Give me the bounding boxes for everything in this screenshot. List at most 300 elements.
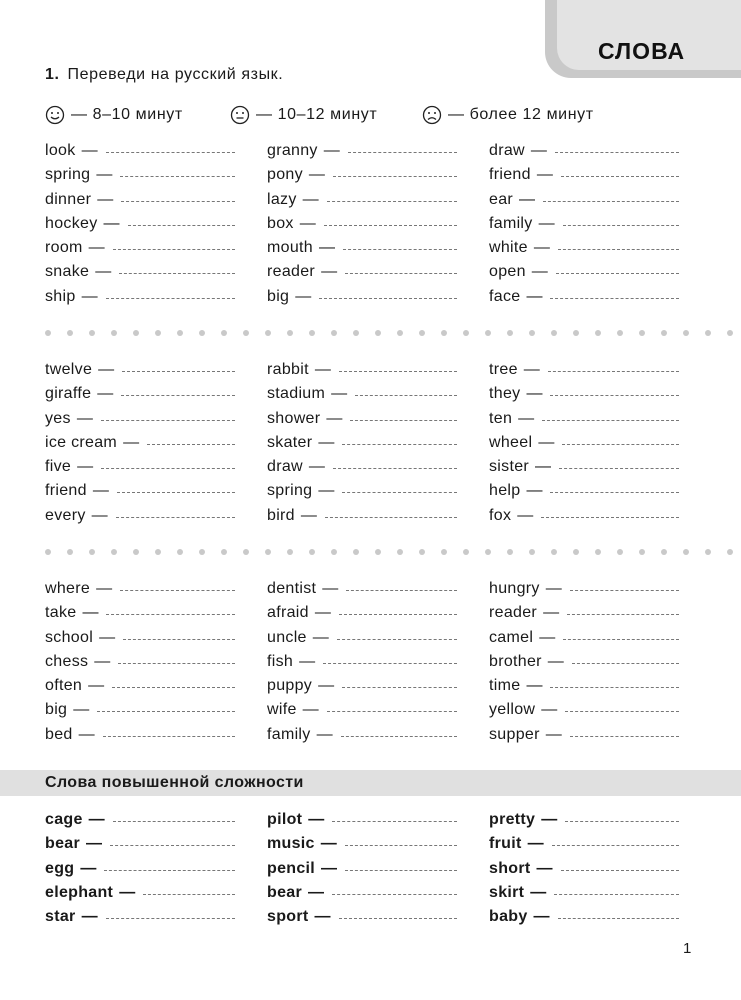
- divider-dot: [155, 549, 161, 555]
- divider-dot: [45, 549, 51, 555]
- divider-dot: [265, 549, 271, 555]
- em-dash: —: [530, 883, 547, 901]
- divider-dot: [243, 549, 249, 555]
- word-entry: [45, 628, 267, 652]
- em-dash: —: [91, 506, 108, 524]
- english-word: take: [45, 604, 77, 622]
- em-dash: —: [538, 214, 555, 232]
- divider-dot: [639, 549, 645, 555]
- dotted-divider: [45, 548, 741, 556]
- em-dash: —: [76, 409, 93, 427]
- english-word: giraffe: [45, 385, 92, 403]
- em-dash: —: [308, 458, 325, 476]
- answer-line[interactable]: [562, 433, 679, 445]
- answer-line[interactable]: [348, 141, 457, 153]
- answer-line[interactable]: [116, 506, 235, 518]
- em-dash: —: [316, 725, 333, 743]
- answer-line[interactable]: [554, 883, 679, 895]
- divider-dot: [287, 549, 293, 555]
- word-entry: [489, 834, 711, 858]
- answer-line[interactable]: [113, 238, 235, 250]
- word-entry: [45, 238, 267, 262]
- answer-line[interactable]: [550, 287, 679, 299]
- answer-line[interactable]: [345, 834, 457, 846]
- dotted-divider: [45, 329, 741, 337]
- english-word: cage: [45, 811, 83, 828]
- em-dash: —: [318, 239, 335, 257]
- answer-line[interactable]: [325, 506, 457, 518]
- word-entry: [489, 384, 711, 408]
- word-entry: [45, 287, 267, 311]
- english-word: big: [45, 701, 68, 719]
- word-entry: [45, 262, 267, 286]
- em-dash: —: [541, 701, 558, 719]
- english-word: short: [489, 859, 531, 877]
- answer-line[interactable]: [123, 628, 235, 640]
- english-word: wife: [267, 701, 297, 719]
- english-word: star: [45, 908, 76, 926]
- english-word: look: [45, 142, 76, 159]
- answer-line[interactable]: [118, 652, 235, 664]
- answer-line[interactable]: [339, 360, 457, 372]
- em-dash: —: [321, 263, 338, 281]
- word-entry: [45, 579, 267, 603]
- em-dash: —: [308, 883, 324, 901]
- word-entry: [267, 579, 489, 603]
- answer-line[interactable]: [104, 859, 235, 871]
- word-entry: [45, 165, 267, 189]
- answer-line[interactable]: [563, 628, 679, 640]
- divider-dot: [441, 549, 447, 555]
- answer-line[interactable]: [346, 579, 457, 591]
- divider-dot: [177, 549, 183, 555]
- answer-line[interactable]: [121, 384, 235, 396]
- em-dash: —: [519, 190, 536, 208]
- answer-line[interactable]: [120, 165, 235, 177]
- divider-dot: [639, 330, 645, 336]
- answer-line[interactable]: [561, 859, 679, 871]
- divider-dot: [661, 549, 667, 555]
- em-dash: —: [545, 725, 562, 743]
- word-entry: [45, 810, 267, 834]
- answer-line[interactable]: [350, 409, 457, 421]
- answer-line[interactable]: [121, 190, 235, 202]
- answer-line[interactable]: [341, 725, 457, 737]
- answer-line[interactable]: [339, 603, 457, 615]
- timing-slow-label: — более 12 минут: [448, 106, 594, 123]
- answer-line[interactable]: [120, 579, 235, 591]
- english-word: help: [489, 482, 521, 500]
- word-entry: [489, 810, 711, 834]
- word-entry: [45, 360, 267, 384]
- em-dash: —: [97, 385, 114, 403]
- word-entry: [489, 676, 711, 700]
- answer-line[interactable]: [345, 262, 457, 274]
- em-dash: —: [82, 604, 99, 622]
- answer-line[interactable]: [122, 360, 235, 372]
- english-word: five: [45, 458, 72, 476]
- answer-line[interactable]: [555, 141, 679, 153]
- em-dash: —: [533, 908, 550, 926]
- divider-dot: [199, 549, 205, 555]
- answer-line[interactable]: [558, 907, 679, 919]
- timing-slow: [422, 103, 594, 127]
- word-entry: [267, 506, 489, 530]
- divider-dot: [67, 549, 73, 555]
- answer-line[interactable]: [327, 190, 457, 202]
- divider-dot: [309, 330, 315, 336]
- word-entry: [267, 603, 489, 627]
- divider-dot: [419, 330, 425, 336]
- frown-icon: [422, 105, 442, 125]
- word-entry: [45, 384, 267, 408]
- page-number: 1: [683, 940, 692, 957]
- answer-line[interactable]: [550, 384, 679, 396]
- divider-dot: [89, 330, 95, 336]
- word-entry: [489, 700, 711, 724]
- word-entry: [489, 165, 711, 189]
- answer-line[interactable]: [113, 810, 235, 822]
- english-word: supper: [489, 725, 540, 743]
- divider-dot: [221, 330, 227, 336]
- word-block-1: [45, 141, 711, 311]
- em-dash: —: [92, 482, 109, 500]
- english-word: fruit: [489, 835, 522, 853]
- em-dash: —: [300, 506, 317, 524]
- english-word: dentist: [267, 580, 317, 597]
- divider-dot: [309, 549, 315, 555]
- english-word: friend: [489, 166, 531, 184]
- em-dash: —: [323, 142, 340, 159]
- english-word: wheel: [489, 433, 533, 451]
- english-word: family: [267, 725, 311, 743]
- word-entry: [267, 287, 489, 311]
- word-entry: [267, 859, 489, 883]
- answer-line[interactable]: [333, 165, 457, 177]
- word-entry: [267, 628, 489, 652]
- em-dash: —: [318, 482, 335, 500]
- answer-line[interactable]: [570, 579, 679, 591]
- word-entry: [267, 725, 489, 749]
- word-entry: [267, 384, 489, 408]
- answer-line[interactable]: [342, 433, 457, 445]
- answer-line[interactable]: [570, 725, 679, 737]
- answer-line[interactable]: [143, 883, 235, 895]
- divider-dot: [375, 330, 381, 336]
- word-entry: [489, 409, 711, 433]
- english-word: rabbit: [267, 361, 309, 378]
- english-word: camel: [489, 628, 534, 646]
- answer-line[interactable]: [550, 481, 679, 493]
- em-dash: —: [99, 628, 116, 646]
- word-entry: [45, 603, 267, 627]
- english-word: afraid: [267, 604, 309, 622]
- word-block-3: [45, 579, 711, 749]
- em-dash: —: [81, 908, 98, 926]
- word-entry: [267, 834, 489, 858]
- word-entry: [489, 652, 711, 676]
- divider-dot: [375, 549, 381, 555]
- task-instruction: [45, 66, 283, 84]
- em-dash: —: [308, 811, 325, 828]
- english-word: reader: [267, 263, 316, 281]
- answer-line[interactable]: [324, 214, 457, 226]
- divider-dot: [353, 549, 359, 555]
- divider-dot: [683, 549, 689, 555]
- em-dash: —: [302, 190, 319, 208]
- english-word: box: [267, 214, 294, 232]
- english-word: granny: [267, 142, 318, 159]
- em-dash: —: [312, 628, 329, 646]
- english-word: they: [489, 385, 521, 403]
- word-entry: [489, 506, 711, 530]
- english-word: pencil: [267, 859, 316, 877]
- answer-line[interactable]: [342, 676, 457, 688]
- answer-line[interactable]: [548, 360, 679, 372]
- word-entry: [267, 141, 489, 165]
- word-entry: [489, 214, 711, 238]
- answer-line[interactable]: [567, 603, 679, 615]
- answer-line[interactable]: [559, 457, 679, 469]
- em-dash: —: [103, 214, 120, 232]
- answer-line[interactable]: [542, 409, 679, 421]
- word-entry: [267, 481, 489, 505]
- word-entry: [489, 433, 711, 457]
- word-entry: [489, 262, 711, 286]
- divider-dot: [133, 330, 139, 336]
- answer-line[interactable]: [565, 810, 679, 822]
- divider-dot: [287, 330, 293, 336]
- english-word: every: [45, 506, 86, 524]
- answer-line[interactable]: [565, 700, 679, 712]
- em-dash: —: [326, 409, 343, 427]
- answer-line[interactable]: [101, 409, 235, 421]
- divider-dot: [199, 330, 205, 336]
- word-entry: [489, 579, 711, 603]
- word-entry: [45, 652, 267, 676]
- divider-dot: [683, 330, 689, 336]
- answer-line[interactable]: [332, 810, 457, 822]
- english-word: ear: [489, 190, 514, 208]
- english-word: hungry: [489, 580, 540, 597]
- divider-dot: [89, 549, 95, 555]
- answer-line[interactable]: [543, 190, 679, 202]
- word-entry: [267, 810, 489, 834]
- em-dash: —: [78, 725, 95, 743]
- answer-line[interactable]: [339, 907, 457, 919]
- task-number: 1.: [45, 66, 60, 83]
- english-word: hockey: [45, 214, 98, 232]
- divider-dot: [485, 549, 491, 555]
- answer-line[interactable]: [563, 214, 679, 226]
- answer-line[interactable]: [561, 165, 679, 177]
- em-dash: —: [88, 811, 105, 828]
- answer-line[interactable]: [343, 238, 457, 250]
- english-word: egg: [45, 859, 75, 877]
- em-dash: —: [533, 239, 550, 257]
- word-entry: [45, 834, 267, 858]
- answer-line[interactable]: [333, 457, 457, 469]
- answer-line[interactable]: [112, 676, 235, 688]
- em-dash: —: [331, 385, 348, 403]
- em-dash: —: [302, 701, 319, 719]
- divider-dot: [331, 549, 337, 555]
- english-word: pilot: [267, 811, 303, 828]
- divider-dot: [617, 330, 623, 336]
- english-word: spring: [45, 166, 91, 184]
- word-entry: [489, 883, 711, 907]
- em-dash: —: [299, 214, 316, 232]
- divider-dot: [529, 549, 535, 555]
- english-word: friend: [45, 482, 87, 500]
- english-word: snake: [45, 263, 90, 281]
- word-entry: [489, 457, 711, 481]
- divider-dot: [133, 549, 139, 555]
- timing-medium: [230, 103, 377, 127]
- answer-line[interactable]: [128, 214, 235, 226]
- divider-dot: [155, 330, 161, 336]
- em-dash: —: [535, 458, 552, 476]
- answer-line[interactable]: [550, 676, 679, 688]
- answer-line[interactable]: [106, 603, 235, 615]
- word-entry: [267, 907, 489, 931]
- english-word: where: [45, 580, 91, 597]
- english-word: shower: [267, 409, 321, 427]
- em-dash: —: [322, 580, 339, 597]
- divider-dot: [661, 330, 667, 336]
- answer-line[interactable]: [558, 238, 679, 250]
- em-dash: —: [526, 287, 543, 305]
- answer-line[interactable]: [355, 384, 457, 396]
- em-dash: —: [77, 458, 94, 476]
- divider-dot: [573, 330, 579, 336]
- em-dash: —: [314, 604, 331, 622]
- word-entry: [267, 676, 489, 700]
- english-word: baby: [489, 908, 528, 926]
- english-word: reader: [489, 604, 538, 622]
- english-word: tree: [489, 361, 518, 378]
- word-entry: [489, 603, 711, 627]
- english-word: face: [489, 287, 521, 305]
- divider-dot: [111, 549, 117, 555]
- english-word: mouth: [267, 239, 313, 257]
- timing-fast: [45, 103, 183, 127]
- divider-dot: [595, 330, 601, 336]
- english-word: elephant: [45, 883, 114, 901]
- english-word: twelve: [45, 361, 93, 378]
- em-dash: —: [321, 859, 338, 877]
- divider-dot: [45, 330, 51, 336]
- answer-line[interactable]: [319, 287, 457, 299]
- answer-line[interactable]: [323, 652, 457, 664]
- word-entry: [489, 238, 711, 262]
- answer-line[interactable]: [119, 262, 235, 274]
- english-word: skirt: [489, 883, 525, 901]
- em-dash: —: [299, 652, 316, 670]
- divider-dot: [507, 549, 513, 555]
- em-dash: —: [73, 701, 90, 719]
- word-entry: [267, 165, 489, 189]
- answer-line[interactable]: [337, 628, 457, 640]
- answer-line[interactable]: [106, 141, 235, 153]
- em-dash: —: [536, 166, 553, 184]
- english-word: family: [489, 214, 533, 232]
- word-entry: [489, 628, 711, 652]
- word-entry: [267, 409, 489, 433]
- answer-line[interactable]: [97, 700, 235, 712]
- answer-line[interactable]: [342, 481, 457, 493]
- divider-dot: [111, 330, 117, 336]
- em-dash: —: [308, 166, 325, 184]
- english-word: often: [45, 677, 83, 695]
- bonus-section-title: Слова повышенной сложности: [45, 774, 304, 791]
- english-word: ice cream: [45, 433, 118, 451]
- em-dash: —: [314, 361, 331, 378]
- word-entry: [267, 360, 489, 384]
- answer-line[interactable]: [101, 457, 235, 469]
- word-entry: [45, 214, 267, 238]
- task-text: Переведи на русский язык.: [67, 66, 284, 83]
- answer-line[interactable]: [117, 481, 235, 493]
- answer-line[interactable]: [541, 506, 679, 518]
- english-word: white: [489, 239, 528, 257]
- em-dash: —: [531, 263, 548, 281]
- word-entry: [45, 700, 267, 724]
- word-entry: [489, 190, 711, 214]
- neutral-face-icon: [230, 105, 250, 125]
- answer-line[interactable]: [327, 700, 457, 712]
- english-word: lazy: [267, 190, 297, 208]
- word-entry: [45, 457, 267, 481]
- answer-line[interactable]: [345, 859, 457, 871]
- divider-dot: [727, 549, 733, 555]
- em-dash: —: [518, 409, 535, 427]
- em-dash: —: [119, 883, 136, 901]
- answer-line[interactable]: [106, 287, 235, 299]
- word-entry: [45, 506, 267, 530]
- divider-dot: [529, 330, 535, 336]
- english-word: skater: [267, 433, 313, 451]
- answer-line[interactable]: [147, 433, 235, 445]
- em-dash: —: [123, 433, 140, 451]
- word-entry: [267, 214, 489, 238]
- word-entry: [489, 141, 711, 165]
- divider-dot: [67, 330, 73, 336]
- em-dash: —: [94, 652, 111, 670]
- divider-dot: [221, 549, 227, 555]
- english-word: fox: [489, 506, 512, 524]
- word-entry: [45, 141, 267, 165]
- em-dash: —: [536, 859, 553, 877]
- answer-line[interactable]: [552, 834, 679, 846]
- answer-line[interactable]: [332, 883, 457, 895]
- word-entry: [267, 700, 489, 724]
- divider-dot: [573, 549, 579, 555]
- em-dash: —: [88, 677, 105, 695]
- answer-line[interactable]: [103, 725, 235, 737]
- answer-line[interactable]: [572, 652, 679, 664]
- english-word: music: [267, 835, 315, 853]
- answer-line[interactable]: [556, 262, 679, 274]
- divider-dot: [463, 330, 469, 336]
- english-word: ten: [489, 409, 513, 427]
- answer-line[interactable]: [110, 834, 235, 846]
- english-word: brother: [489, 652, 542, 670]
- answer-line[interactable]: [106, 907, 235, 919]
- divider-dot: [419, 549, 425, 555]
- word-entry: [267, 238, 489, 262]
- em-dash: —: [98, 361, 115, 378]
